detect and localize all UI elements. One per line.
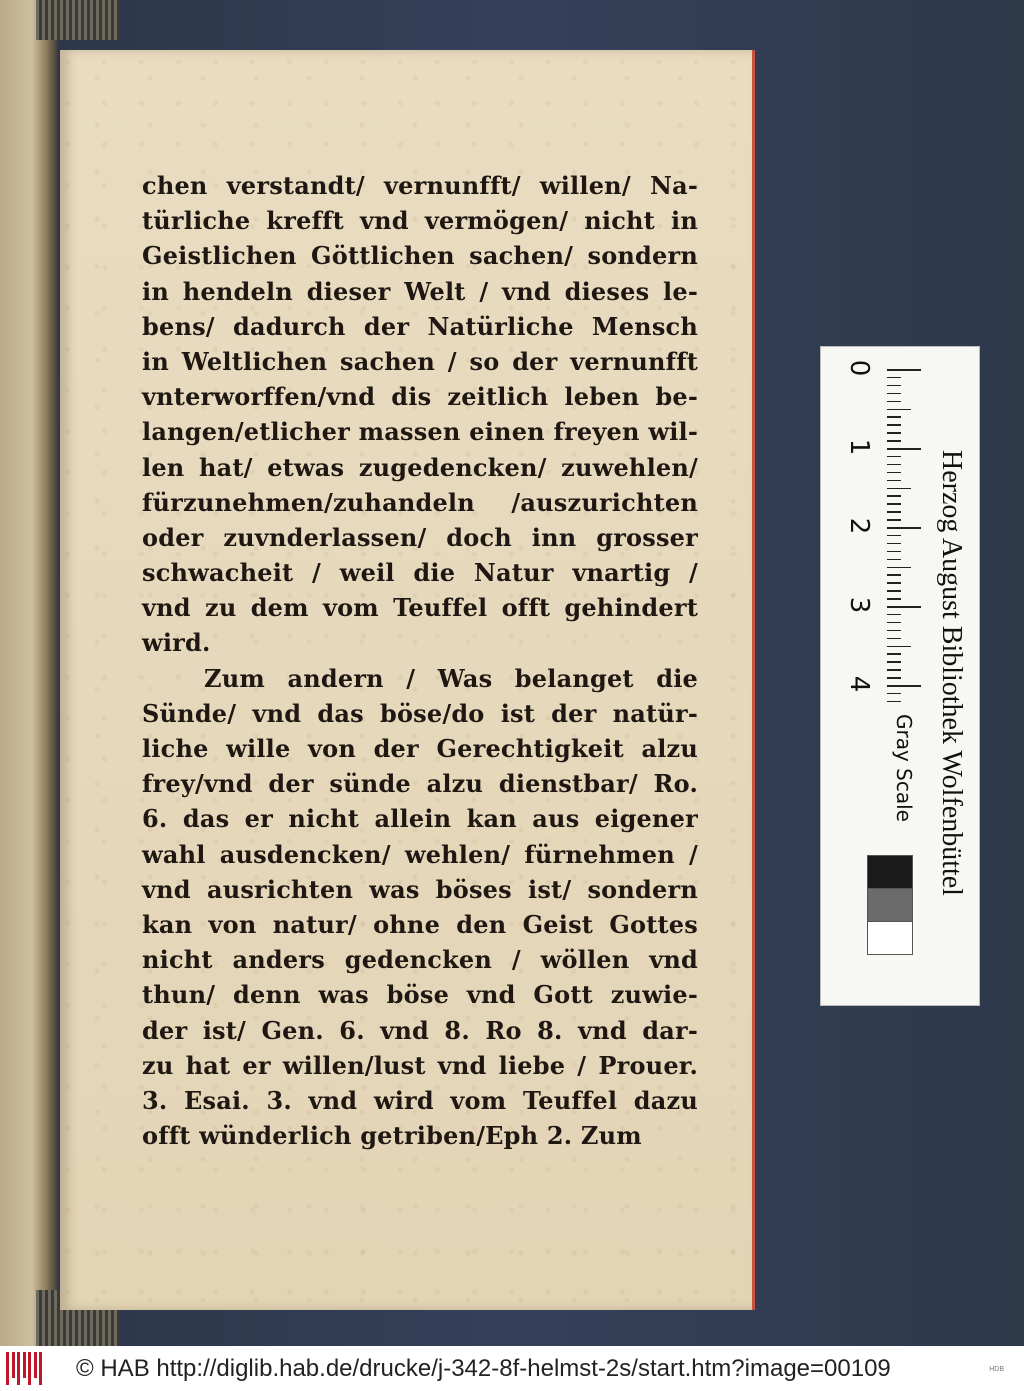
text-line: bens/ dadurch der Natürliche Mensch xyxy=(142,311,698,341)
footer-bar xyxy=(0,1346,1024,1391)
ruler-number: 1 xyxy=(844,438,874,456)
text-line: vnd zu dem vom Teuffel offt gehindert xyxy=(142,593,698,623)
book-spine xyxy=(0,0,58,1346)
ruler-tick xyxy=(887,401,901,403)
ruler-tick xyxy=(887,614,901,616)
logo-bar xyxy=(34,1352,37,1378)
text-line: vnd ausrichten was böses ist/ sondern xyxy=(142,874,698,904)
ruler-tick xyxy=(887,653,901,655)
adjacent-page-text xyxy=(2,60,48,1140)
ruler-tick xyxy=(887,464,901,466)
text-line: der ist/ Gen. 6. vnd 8. Ro 8. vnd dar- xyxy=(142,1015,698,1045)
ruler-tick xyxy=(887,582,901,584)
ruler-tick xyxy=(887,590,901,592)
ruler-tick xyxy=(887,424,901,426)
hab-logo-icon xyxy=(6,1352,46,1385)
logo-bar xyxy=(28,1352,31,1385)
text-line: wahl ausdencken/ wehlen/ fürnehmen / xyxy=(142,839,698,869)
text-line: Sünde/ vnd das böse/do ist der natür- xyxy=(142,698,698,728)
ruler-tick xyxy=(887,495,901,497)
ruler-tick xyxy=(887,393,901,395)
footer-url[interactable]: © HAB http://diglib.hab.de/drucke/j-342-8f-helmst-2s/start.htm?image=00109 xyxy=(76,1355,891,1382)
text-line: zu hat er willen/lust vnd liebe / Prouer. xyxy=(142,1050,698,1080)
binding-cap-top xyxy=(36,0,120,40)
text-line: Zum andern / Was belanget die xyxy=(204,663,698,693)
text-line: nicht anders gedencken / wöllen vnd xyxy=(142,945,698,975)
text-line: offt wünderlich getriben/Eph 2. Zum xyxy=(142,1121,642,1151)
ruler-tick xyxy=(887,543,901,545)
text-line: frey/vnd der sünde alzu dienstbar/ Ro. xyxy=(142,769,698,799)
text-line: türliche krefft vnd vermögen/ nicht in xyxy=(142,206,698,236)
ruler-tick xyxy=(887,598,901,600)
ruler-tick xyxy=(887,677,901,679)
logo-bar xyxy=(6,1352,9,1385)
text-line: wird. xyxy=(142,628,211,658)
ruler-tick xyxy=(887,661,901,663)
ruler-number: 4 xyxy=(844,675,874,693)
ruler-tick xyxy=(887,511,901,513)
ruler-tick xyxy=(887,559,901,561)
text-line: langen/etlicher massen einen freyen wil- xyxy=(142,417,698,447)
ruler-tick xyxy=(887,574,901,576)
logo-bar xyxy=(17,1352,20,1385)
ruler-tick xyxy=(887,440,901,442)
swatch-black xyxy=(867,855,913,889)
text-line: 6. das er nicht allein kan aus eigener xyxy=(142,804,698,834)
ruler-tick xyxy=(887,527,921,529)
ruler-tick xyxy=(887,488,911,490)
ruler-tick xyxy=(887,385,901,387)
text-line: liche wille von der Gerechtigkeit alzu xyxy=(142,734,698,763)
ruler-number: 3 xyxy=(844,596,874,614)
ruler-tick xyxy=(887,448,921,450)
book-page xyxy=(60,50,755,1310)
library-title: Herzog August Bibliothek Wolfenbüttel xyxy=(936,450,967,896)
text-line: 3. Esai. 3. vnd wird vom Teuffel dazu xyxy=(142,1085,698,1115)
swatch-white xyxy=(867,921,913,955)
ruler-tick xyxy=(887,669,901,671)
logo-bar xyxy=(12,1352,15,1378)
ruler-tick xyxy=(887,503,901,505)
text-line: oder zuvnderlassen/ doch inn grosser xyxy=(142,522,698,552)
gray-scale-label: Gray Scale xyxy=(892,714,916,822)
text-line: vnterworffen/vnd dis zeitlich leben be- xyxy=(142,382,698,412)
text-line: in Weltlichen sachen / so der vernunfft xyxy=(142,346,698,376)
swatch-gray xyxy=(867,888,913,922)
ruler-tick xyxy=(887,432,901,434)
text-line: fürzunehmen/zuhandeln /auszurichten xyxy=(142,487,698,517)
page-text xyxy=(142,168,698,1153)
text-line: chen verstandt/ vernunfft/ willen/ Na- xyxy=(142,171,698,200)
ruler-tick xyxy=(887,519,901,521)
centimeter-ruler xyxy=(835,347,925,707)
text-line: Geistlichen Göttlichen sachen/ sondern xyxy=(142,241,698,271)
ruler-tick xyxy=(887,377,901,379)
text-line: schwacheit / weil die Natur vnartig / xyxy=(142,558,698,588)
text-line: len hat/ etwas zugedencken/ zuwehlen/ xyxy=(142,452,698,482)
ruler-number: 2 xyxy=(844,517,874,535)
ruler-tick xyxy=(887,622,901,624)
ruler-tick xyxy=(887,480,901,482)
text-line: kan von natur/ ohne den Geist Gottes xyxy=(142,909,698,939)
ruler-number: 0 xyxy=(844,359,874,377)
ruler-tick xyxy=(887,567,911,569)
library-title-wrap xyxy=(921,357,977,997)
ruler-tick xyxy=(887,456,901,458)
ruler-tick xyxy=(887,630,901,632)
text-line: thun/ denn was böse vnd Gott zuwie- xyxy=(142,980,698,1010)
logo-bar xyxy=(23,1352,26,1378)
ruler-tick xyxy=(887,416,901,418)
ruler-tick xyxy=(887,535,901,537)
ruler-tick xyxy=(887,409,911,411)
text-line: in hendeln dieser Welt / vnd dieses le- xyxy=(142,276,698,306)
ruler-tick xyxy=(887,551,901,553)
ruler-tick xyxy=(887,638,901,640)
ruler-tick xyxy=(887,701,901,703)
logo-bar xyxy=(39,1352,42,1385)
ruler-tick xyxy=(887,369,921,371)
ruler-tick xyxy=(887,693,901,695)
ruler-tick xyxy=(887,646,911,648)
ruler-tick xyxy=(887,472,901,474)
ruler-tick xyxy=(887,685,921,687)
ruler-tick xyxy=(887,606,921,608)
footer-mark: HDB xyxy=(989,1366,1004,1373)
color-scale-target xyxy=(820,346,980,1006)
